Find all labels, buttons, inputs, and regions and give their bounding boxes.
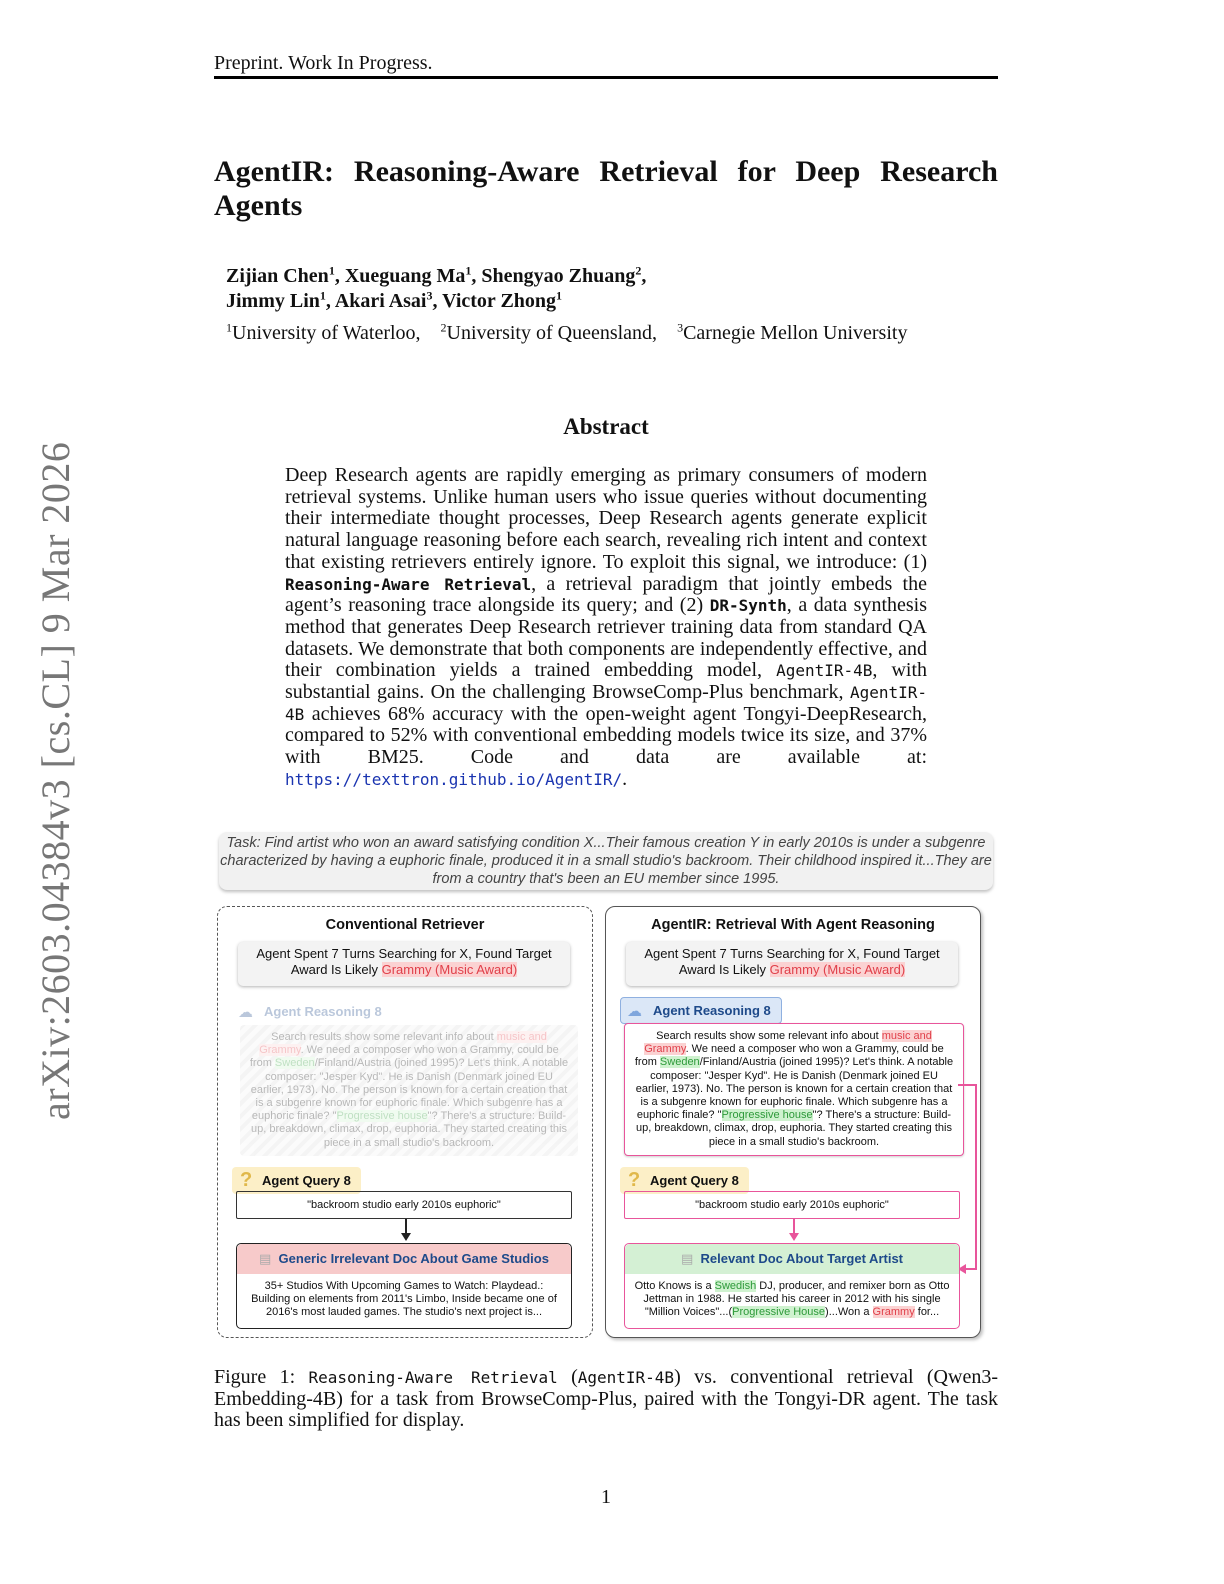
affiliations: $^1$University of Waterloo, $^2$University of Queensland, $^3$Carnegie Mellon University xyxy=(226,320,908,344)
figure-caption: Figure 1: Reasoning-Aware Retrieval (AgentIR-4B) vs. conventional retrieval (Qwen3-Embedding-4B) for a task from BrowseComp-Plus, paired with the Tongyi-DR agent. The task has been simplified for display. xyxy=(214,1366,998,1432)
author: Jimmy Lin xyxy=(226,290,320,312)
doc-body: Otto Knows is a Swedish DJ, producer, and remixer born as Otto Jettman in 1988. He started his career in 2012 with his single "Million Voices"...(Progressive House)...Won a Grammy for... xyxy=(634,1280,950,1319)
query-label: ? Agent Query 8 xyxy=(232,1167,361,1194)
conventional-retriever-panel xyxy=(217,906,593,1338)
reasoning-label: ☁ Agent Reasoning 8 xyxy=(620,997,782,1024)
author: Shengyao Zhuang xyxy=(481,265,636,287)
doc-body: 35+ Studios With Upcoming Games to Watch: Playdead.: Building on elements from 2011's Limbo, Inside became one of 2016's most lauded games. The studio's next project is... xyxy=(251,1280,557,1319)
turns-summary: Agent Spent 7 Turns Searching for X, Found Target Award Is Likely Grammy (Music Award) xyxy=(238,942,570,986)
project-link[interactable]: https://texttron.github.io/AgentIR/ xyxy=(285,769,623,789)
question-icon: ? xyxy=(628,1169,641,1191)
down-arrow-icon xyxy=(786,1219,802,1243)
model-name: AgentIR-4B xyxy=(776,661,873,681)
author: Akari Asai xyxy=(334,290,427,312)
header-rule xyxy=(214,76,998,79)
author: Victor Zhong xyxy=(442,290,557,312)
affiliation: Carnegie Mellon University xyxy=(683,322,908,344)
document-icon: ▤ xyxy=(680,1251,694,1266)
panel-title: Conventional Retriever xyxy=(325,917,485,933)
relevant-doc-card xyxy=(624,1243,960,1329)
page-number: 1 xyxy=(601,1486,611,1508)
irrelevant-doc-card xyxy=(236,1243,572,1329)
down-arrow-icon xyxy=(398,1219,414,1243)
model-name: AgentIR-4B xyxy=(285,683,927,724)
affiliation: University of Queensland, xyxy=(446,322,658,344)
abstract-heading: Abstract xyxy=(563,414,649,439)
query-label: ? Agent Query 8 xyxy=(620,1167,749,1194)
task-box: Task: Find artist who won an award satisfying condition X...Their famous creation Y in early 2010s is under a subgenre characterized by having a euphoric finale, produced it in a small studio's backroom. Their childhood inspired it...They are from a country that's been an EU member since 1995. xyxy=(219,832,993,890)
brain-icon: ☁ xyxy=(238,1004,253,1021)
running-header: Preprint. Work In Progress. xyxy=(214,52,433,74)
document-icon: ▤ xyxy=(259,1251,272,1266)
abstract-body: Deep Research agents are rapidly emerging as primary consumers of modern retrieval systems. Unlike human users who issue queries without documenting their intermediate thought processes, Deep Research agents generate explicit natural language reasoning before each search, revealing rich intent and context that existing retrievers entirely ignore. To exploit this signal, we introduce: (1) Reasoning-Aware Retrieval, a retrieval paradigm that jointly embeds the agent’s reasoning trace alongside its query; and (2) DR-Synth, a data synthesis method that generates Deep Research retriever training data from standard QA datasets. We demonstrate that both components are independently effective, and their combination yields a trained embedding model, AgentIR-4B, with substantial gains. On the challenging BrowseComp-Plus benchmark, AgentIR-4B achieves 68% accuracy with the open-weight agent Tongyi-DeepResearch, compared to 52% with conventional embedding models twice its size, and 37% with BM25. Code and data are available at: https://texttron.github.io/AgentIR/. xyxy=(285,464,928,790)
query-field: "backroom studio early 2010s euphoric" xyxy=(236,1191,572,1219)
panel-title: AgentIR: Retrieval With Agent Reasoning xyxy=(651,917,935,933)
reasoning-label: ☁ Agent Reasoning 8 xyxy=(238,1004,382,1021)
reasoning-text: Search results show some relevant info about music and Grammy. We need a composer who won a Grammy, could be from Sweden/Finland/Austria (joined 1995)? Let's think. A notable composer: "Jesper Kyd". He is Danish (Denmark joined EU earlier, 1973). No. The person is known for a certain creation that is a subgenre known for euphoric finale. Which subgenre has a euphoric finale? "Progressive house"? There's a structure: Build-up, breakdown, climax, drop, euphoria. They started creating this piece in a small studio's backroom. xyxy=(624,1023,964,1156)
doc-title: ▤ Generic Irrelevant Doc About Game Studios xyxy=(237,1244,571,1274)
brain-icon: ☁ xyxy=(627,1003,642,1020)
arxiv-watermark: arXiv:2603.04384v3 [cs.CL] 9 Mar 2026 xyxy=(33,441,78,1120)
reasoning-text: Search results show some relevant info about music and Grammy. We need a composer who won a Grammy, could be from Sweden/Finland/Austria (joined 1995)? Let's think. A notable composer: "Jesper Kyd". He is Danish (Denmark joined EU earlier, 1973). No. The person is known for a certain creation that is a subgenre known for euphoric finale. Which subgenre has a euphoric finale? "Progressive house"? There's a structure: Build-up, breakdown, climax, drop, euphoria. They started creating this piece in a small studio's backroom. xyxy=(240,1025,578,1156)
doc-title: ▤ Relevant Doc About Target Artist xyxy=(625,1244,959,1274)
author: Xueguang Ma xyxy=(344,265,466,287)
paper-title: AgentIR: Reasoning-Aware Retrieval for Deep Research xyxy=(214,155,998,188)
term-reasoning-aware-retrieval: Reasoning-Aware Retrieval xyxy=(285,574,532,594)
reasoning-to-doc-arrow-icon xyxy=(958,1083,982,1279)
question-icon: ? xyxy=(240,1169,253,1191)
agentir-panel xyxy=(605,906,981,1338)
term-dr-synth: DR-Synth xyxy=(709,596,787,616)
author: Zijian Chen xyxy=(226,265,329,287)
affiliation: University of Waterloo, xyxy=(232,322,421,344)
query-field: "backroom studio early 2010s euphoric" xyxy=(624,1191,960,1219)
paper-title-line2: Agents xyxy=(214,189,303,222)
author-list: Zijian Chen$^1$, Xueguang Ma$^1$, Shengyao Zhuang$^2$, Jimmy Lin$^1$, Akari Asai$^3$, Victor Zhong$^1$ xyxy=(226,263,647,312)
turns-summary: Agent Spent 7 Turns Searching for X, Found Target Award Is Likely Grammy (Music Award) xyxy=(626,942,958,986)
